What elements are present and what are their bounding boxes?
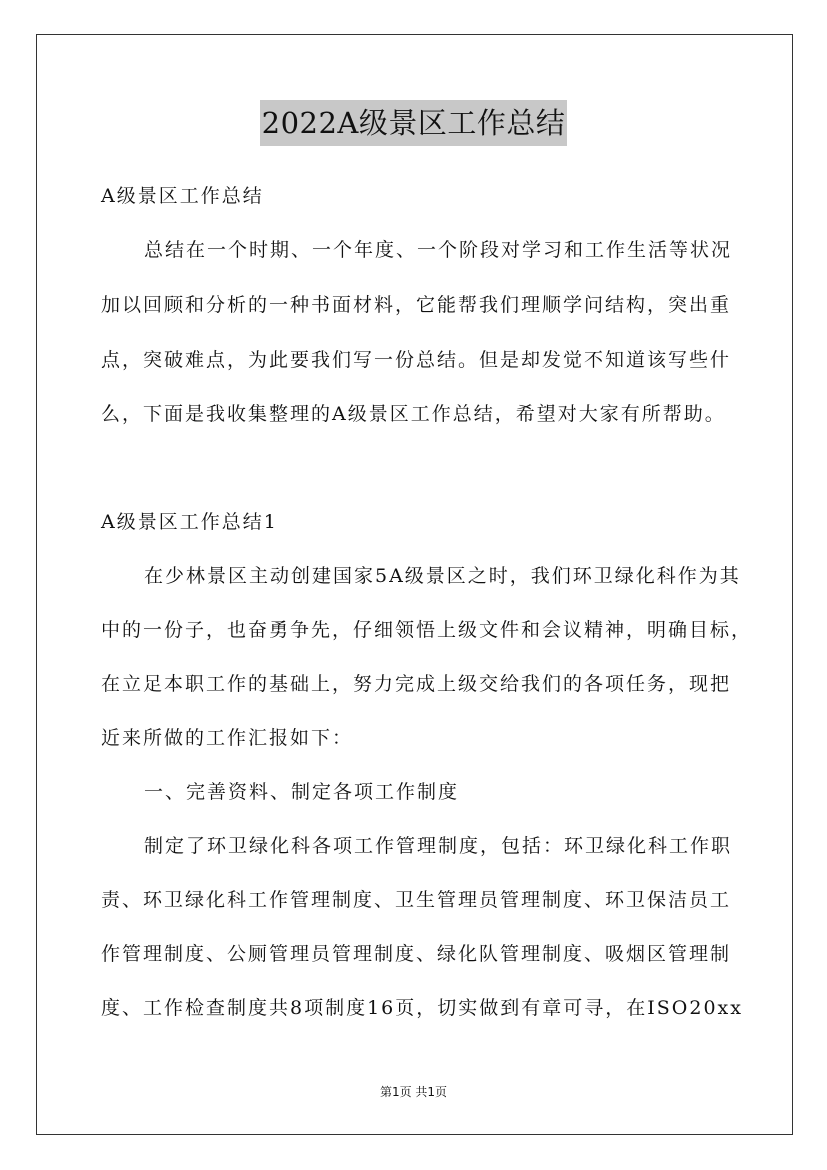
section-heading: A级景区工作总结 [101,185,264,207]
paragraph-line: 在少林景区主动创建国家5A级景区之时，我们环卫绿化科作为其 [144,565,741,587]
section-heading: A级景区工作总结1 [101,511,278,533]
subsection-heading: 一、完善资料、制定各项工作制度 [144,781,460,803]
paragraph-line: 点，突破难点，为此要我们写一份总结。但是却发觉不知道该写些什 [101,349,732,371]
document-title: 2022A级景区工作总结 [260,100,568,146]
paragraph-line: 责、环卫绿化科工作管理制度、卫生管理员管理制度、环卫保洁员工 [101,889,732,911]
paragraph-line: 在立足本职工作的基础上，努力完成上级交给我们的各项任务，现把 [101,673,732,695]
paragraph-line: 么，下面是我收集整理的A级景区工作总结，希望对大家有所帮助。 [101,403,726,425]
paragraph-line: 制定了环卫绿化科各项工作管理制度，包括：环卫绿化科工作职 [144,835,733,857]
paragraph-line: 近来所做的工作汇报如下： [101,727,354,749]
document-title-wrap [0,100,827,146]
paragraph-line: 度、工作检查制度共8项制度16页，切实做到有章可寻，在ISO20xx [101,997,743,1019]
page-footer: 第1页 共1页 [379,1085,448,1099]
paragraph-line: 作管理制度、公厕管理员管理制度、绿化队管理制度、吸烟区管理制 [101,943,732,965]
paragraph-line: 中的一份子，也奋勇争先，仔细领悟上级文件和会议精神，明确目标， [101,619,753,641]
paragraph-line: 加以回顾和分析的一种书面材料，它能帮我们理顺学问结构，突出重 [101,294,732,316]
paragraph-line: 总结在一个时期、一个年度、一个阶段对学习和工作生活等状况 [144,239,733,261]
